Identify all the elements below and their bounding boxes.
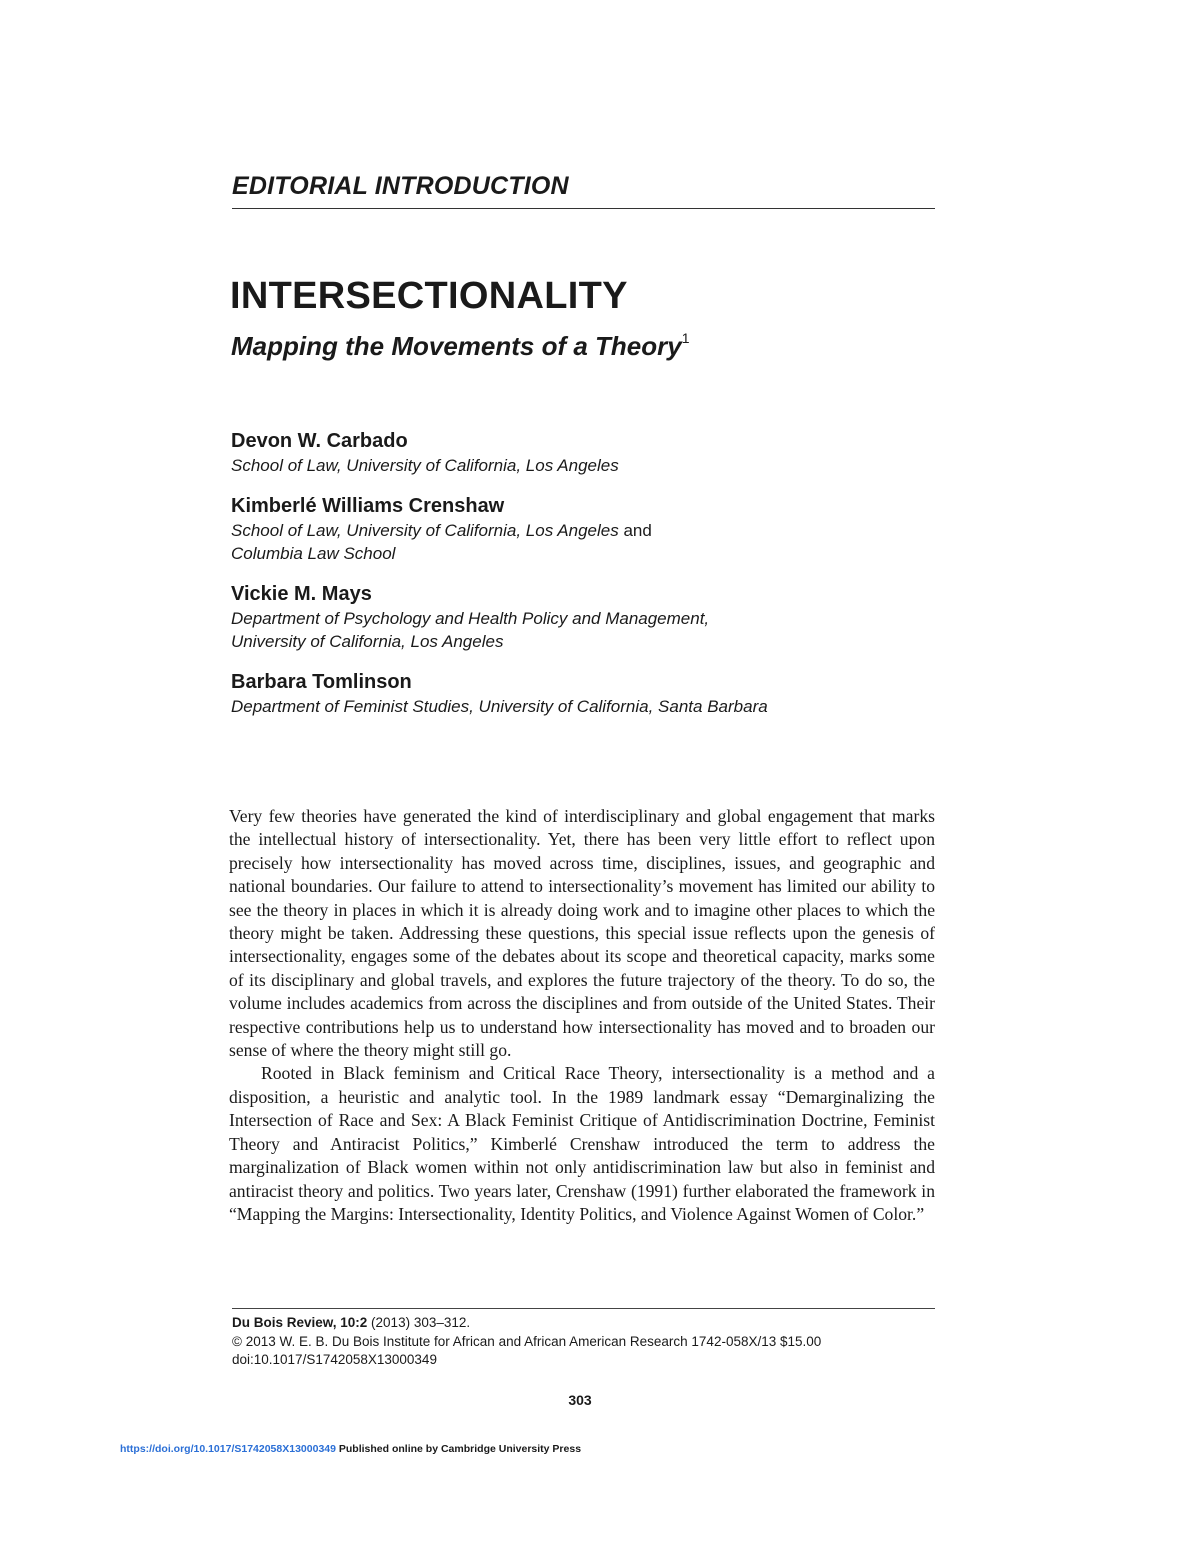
author-affiliation: Columbia Law School (231, 544, 396, 563)
author-list (231, 428, 941, 734)
section-divider (232, 208, 935, 209)
author-affiliation: Department of Feminist Studies, University of California, Santa Barbara (231, 697, 768, 716)
body-paragraph: Rooted in Black feminism and Critical Race Theory, intersectionality is a method and a disposition, a heuristic and analytic tool. In the 1989 landmark essay “Demarginalizing the Intersection of Race and Sex: A Black Feminist Critique of Antidiscrimination Doctrine, Feminist Theory and Antiracist Politics,” Kimberlé Crenshaw introduced the term to address the marginalization of Black women within not only antidiscrimination law but also in feminist and antiracist theory and politics. Two years later, Crenshaw (1991) further elaborated the framework in “Mapping the Margins: Intersectionality, Identity Politics, and Violence Against Women of Color.” (229, 1063, 935, 1224)
author-affiliation: School of Law, University of California, Los Angeles and (231, 521, 652, 540)
author-name: Vickie M. Mays (231, 583, 372, 605)
footer-divider (232, 1308, 935, 1309)
author-block (231, 493, 941, 565)
publisher-note: Published online by Cambridge University Press (335, 1443, 582, 1455)
journal-footer (232, 1314, 952, 1370)
journal-citation: Du Bois Review, 10:2 (2013) 303–312. (232, 1315, 471, 1330)
article-body (229, 805, 935, 1226)
page-number: 303 (568, 1392, 592, 1408)
article-subtitle (231, 330, 690, 362)
section-label: EDITORIAL INTRODUCTION (232, 172, 569, 200)
article-title: INTERSECTIONALITY (230, 275, 628, 317)
author-affiliation: University of California, Los Angeles (231, 632, 504, 651)
author-name: Devon W. Carbado (231, 430, 408, 452)
author-block (231, 428, 941, 477)
copyright-line: © 2013 W. E. B. Du Bois Institute for African and African American Research 1742-058X/13 $15.00 (232, 1333, 822, 1349)
doi-line: doi:10.1017/S1742058X13000349 (232, 1352, 437, 1367)
subtitle-text: Mapping the Movements of a Theory (231, 331, 682, 361)
author-name: Kimberlé Williams Crenshaw (231, 495, 505, 517)
author-name: Barbara Tomlinson (231, 671, 412, 693)
source-line (120, 1443, 581, 1455)
body-paragraph: Very few theories have generated the kind of interdisciplinary and global engagement that marks the intellectual history of intersectionality. Yet, there has been very little effort to reflect upon precisely how intersectionality has moved across time, disciplines, issues, and geographic and national boundaries. Our failure to attend to intersectionality’s movement has limited our ability to see the theory in places in which it is already doing work and to imagine other places to which the theory might be taken. Addressing these questions, this special issue reflects upon the genesis of intersectionality, engages some of the debates about its scope and theoretical capacity, marks some of its disciplinary and global travels, and explores the future trajectory of the theory. To do so, the volume includes academics from across the disciplines and from outside of the United States. Their respective contributions help us to understand how intersectionality has moved and to broaden our sense of where the theory might still go. (229, 806, 935, 1061)
author-affiliation: Department of Psychology and Health Policy and Management, (231, 609, 710, 628)
doi-link[interactable]: https://doi.org/10.1017/S1742058X13000349 (120, 1443, 336, 1455)
author-block (231, 669, 941, 718)
author-block (231, 581, 941, 653)
footnote-marker[interactable]: 1 (681, 330, 690, 346)
author-affiliation: School of Law, University of California, Los Angeles (231, 456, 619, 475)
